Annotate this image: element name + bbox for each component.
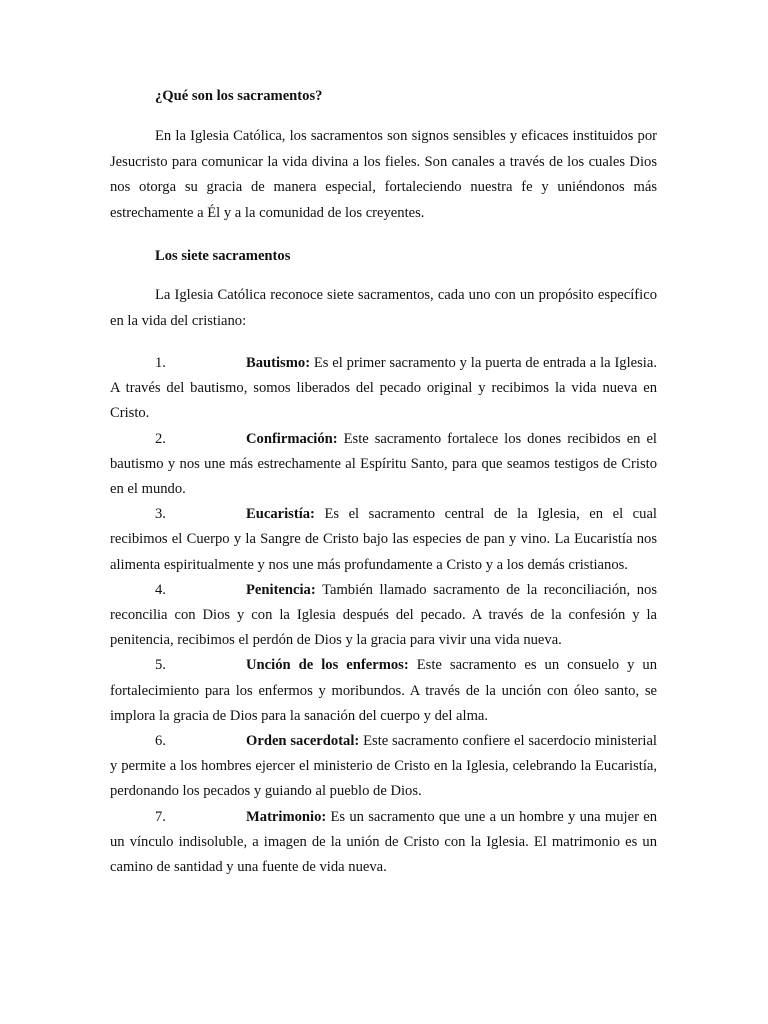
page-title: ¿Qué son los sacramentos?	[155, 88, 323, 104]
list-item	[110, 653, 657, 729]
list-item-text: Este sacramento fortalece los dones recibidos en el bautismo y nos une más estrechamente al Espíritu Santo, para que seamos testigos de Cristo en el mundo.	[110, 430, 657, 498]
list-item	[110, 502, 657, 578]
list-item	[110, 351, 657, 427]
section-title: Los siete sacramentos	[155, 248, 291, 264]
list-item-text: Es el sacramento central de la Iglesia, en el cual recibimos el Cuerpo y la Sangre de Cristo bajo las especies de pan y vino. La Eucaristía nos alimenta espiritualmente y nos une más profundamente a Cristo y a los demás cristianos.	[110, 506, 657, 573]
list-item-text: Es un sacramento que une a un hombre y una mujer en un vínculo indisoluble, a imagen de la unión de Cristo con la Iglesia. El matrimonio es un camino de santidad y una fuente de vida nueva.	[110, 808, 657, 876]
list-item-number: 7.	[155, 808, 166, 825]
list-item-number: 6.	[155, 733, 166, 750]
list-item-number: 1.	[155, 355, 166, 371]
list-item-term: Eucaristía:	[246, 506, 315, 523]
list-item-term: Penitencia:	[246, 581, 316, 598]
list-item-term: Orden sacerdotal:	[246, 733, 360, 750]
list-item-text: Este sacramento confiere el sacerdocio ministerial y permite a los hombres ejercer el ministerio de Cristo en la Iglesia, celebrando la Eucaristía, perdonando los pecados y guiando al pueblo de Dios.	[110, 733, 657, 800]
list-item-text: Este sacramento es un consuelo y un fortalecimiento para los enfermos y moribundos. A través de la unción con óleo santo, se implora la gracia de Dios para la sanación del cuerpo y del alma.	[110, 657, 657, 724]
sacraments-list	[110, 351, 657, 880]
list-item	[110, 578, 657, 654]
list-item-number: 3.	[155, 506, 166, 523]
list-item-number: 4.	[155, 581, 166, 598]
intro-paragraph: En la Iglesia Católica, los sacramentos son signos sensibles y eficaces instituidos por Jesucristo para comunicar la vida divina a los fieles. Son canales a través de los cuales Dios nos otorga su gracia de manera especial, fortaleciendo nuestra fe y uniéndonos más estrechamente a Él y a la comunidad de los creyentes.	[110, 128, 657, 221]
list-item-term: Bautismo:	[246, 355, 311, 371]
list-item-text: También llamado sacramento de la reconciliación, nos reconcilia con Dios y con la Iglesia después del pecado. A través de la confesión y la penitencia, recibimos el perdón de Dios y la gracia para vivir una vida nueva.	[110, 581, 657, 649]
list-item-term: Unción de los enfermos:	[246, 657, 409, 674]
document-page	[110, 86, 657, 880]
section-intro-paragraph: La Iglesia Católica reconoce siete sacramentos, cada uno con un propósito específico en la vida del cristiano:	[110, 287, 657, 329]
list-item-text: Es el primer sacramento y la puerta de entrada a la Iglesia. A través del bautismo, somos liberados del pecado original y recibimos la vida nueva en Cristo.	[110, 355, 657, 422]
list-item	[110, 729, 657, 805]
list-item-term: Confirmación:	[246, 430, 338, 447]
list-item	[110, 805, 657, 881]
list-item-number: 2.	[155, 430, 166, 447]
list-item-term: Matrimonio:	[246, 808, 327, 825]
list-item	[110, 427, 657, 503]
list-item-number: 5.	[155, 657, 166, 674]
